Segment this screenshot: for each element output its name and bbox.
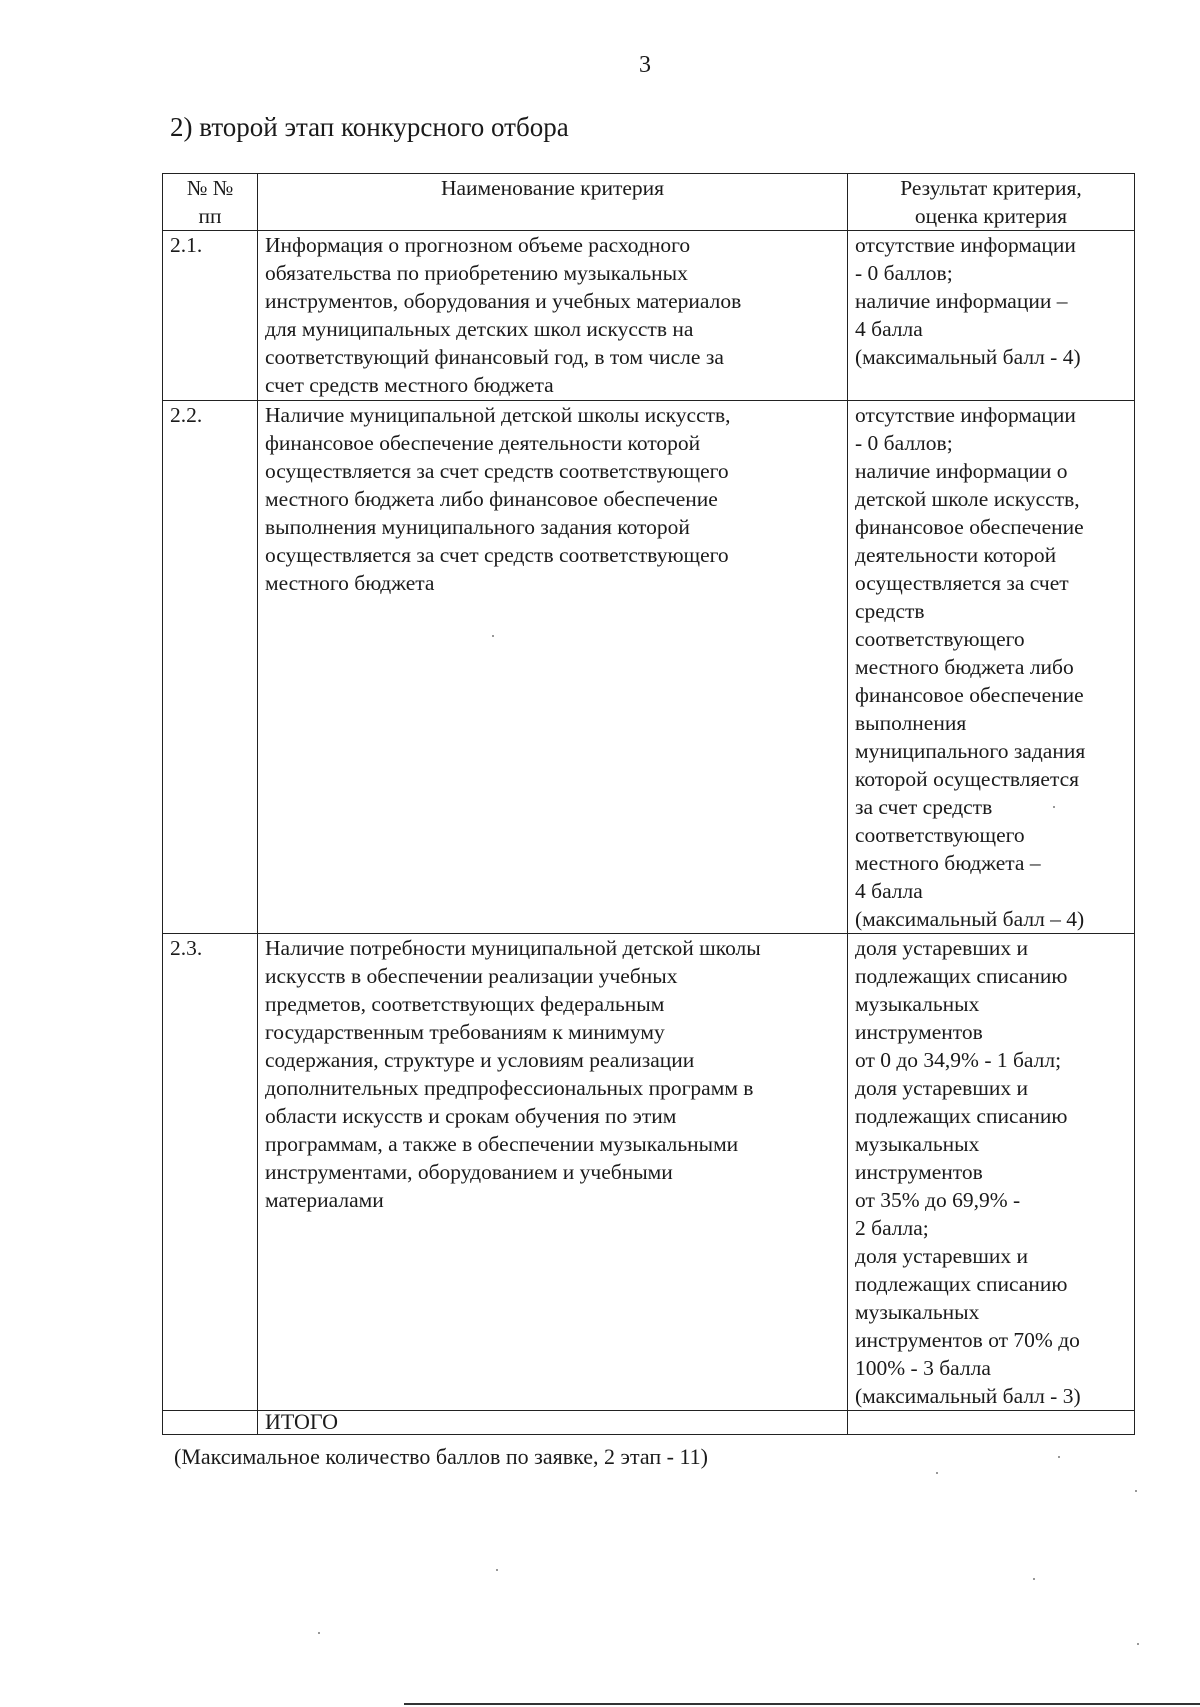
total-label: ИТОГО bbox=[265, 1410, 338, 1434]
total-label-cell bbox=[258, 1411, 848, 1435]
row-result: доля устаревших и подлежащих списанию музыкальных инструментов от 0 до 34,9% - 1 балл; доля устаревших и подлежащих списанию музыкальных инструментов от 35% до 69,9% - 2 балла; доля устаревших и подлежащих списанию музыкальных инструментов от 70% до 100% - 3 балла (максимальный балл - 3) bbox=[848, 934, 1135, 1411]
table-row bbox=[163, 401, 1135, 934]
criteria-table bbox=[162, 173, 1135, 1435]
row-criterion: Информация о прогнозном объеме расходного обязательства по приобретению музыкальных инструментов, оборудования и учебных материалов для муниципальных детских школ искусств на соответствующий финансовый год, в том числе за счет средств местного бюджета bbox=[258, 231, 848, 401]
table-row bbox=[163, 231, 1135, 401]
scan-speck bbox=[1135, 1490, 1137, 1492]
table-total-row bbox=[163, 1411, 1135, 1435]
row-number: 2.2. bbox=[163, 401, 258, 934]
table-row bbox=[163, 934, 1135, 1411]
header-criterion: Наименование критерия bbox=[258, 174, 848, 231]
row-number: 2.3. bbox=[163, 934, 258, 1411]
bottom-rule bbox=[404, 1703, 1200, 1705]
header-number: № № пп bbox=[163, 174, 258, 231]
row-number: 2.1. bbox=[163, 231, 258, 401]
scan-speck bbox=[1137, 1643, 1139, 1645]
row-result: отсутствие информации - 0 баллов; наличие информации – 4 балла (максимальный балл - 4) bbox=[848, 231, 1135, 401]
header-result: Результат критерия, оценка критерия bbox=[848, 174, 1135, 231]
row-criterion: Наличие муниципальной детской школы искусств, финансовое обеспечение деятельности которой осуществляется за счет средств соответствующего местного бюджета либо финансовое обеспечение выполнения муниципального задания которой осуществляется за счет средств соответствующего местного бюджета bbox=[258, 401, 848, 934]
section-title: 2) второй этап конкурсного отбора bbox=[170, 112, 569, 142]
scan-speck bbox=[496, 1569, 498, 1571]
scan-speck bbox=[492, 635, 494, 637]
scan-speck bbox=[1033, 1578, 1035, 1580]
scan-speck bbox=[936, 1472, 938, 1474]
page-number: 3 bbox=[639, 52, 651, 78]
row-result: отсутствие информации - 0 баллов; наличие информации о детской школе искусств, финансовое обеспечение деятельности которой осуществляется за счет средств соответствующего местного бюджета либо финансовое обеспечение выполнения муниципального задания которой осуществляется за счет средств соответствующего местного бюджета – 4 балла (максимальный балл – 4) bbox=[848, 401, 1135, 934]
scan-speck bbox=[1053, 806, 1055, 808]
total-number-cell bbox=[163, 1411, 258, 1435]
scan-speck bbox=[318, 1632, 320, 1634]
scan-speck bbox=[1058, 1456, 1060, 1458]
row-criterion: Наличие потребности муниципальной детской школы искусств в обеспечении реализации учебных предметов, соответствующих федеральным государственным требованиям к минимуму содержания, структуре и условиям реализации дополнительных предпрофессиональных программ в области искусств и срокам обучения по этим программам, а также в обеспечении музыкальными инструментами, оборудованием и учебными материалами bbox=[258, 934, 848, 1411]
footer-note: (Максимальное количество баллов по заявке, 2 этап - 11) bbox=[174, 1444, 708, 1469]
table-header-row bbox=[163, 174, 1135, 231]
total-value-cell bbox=[848, 1411, 1135, 1435]
